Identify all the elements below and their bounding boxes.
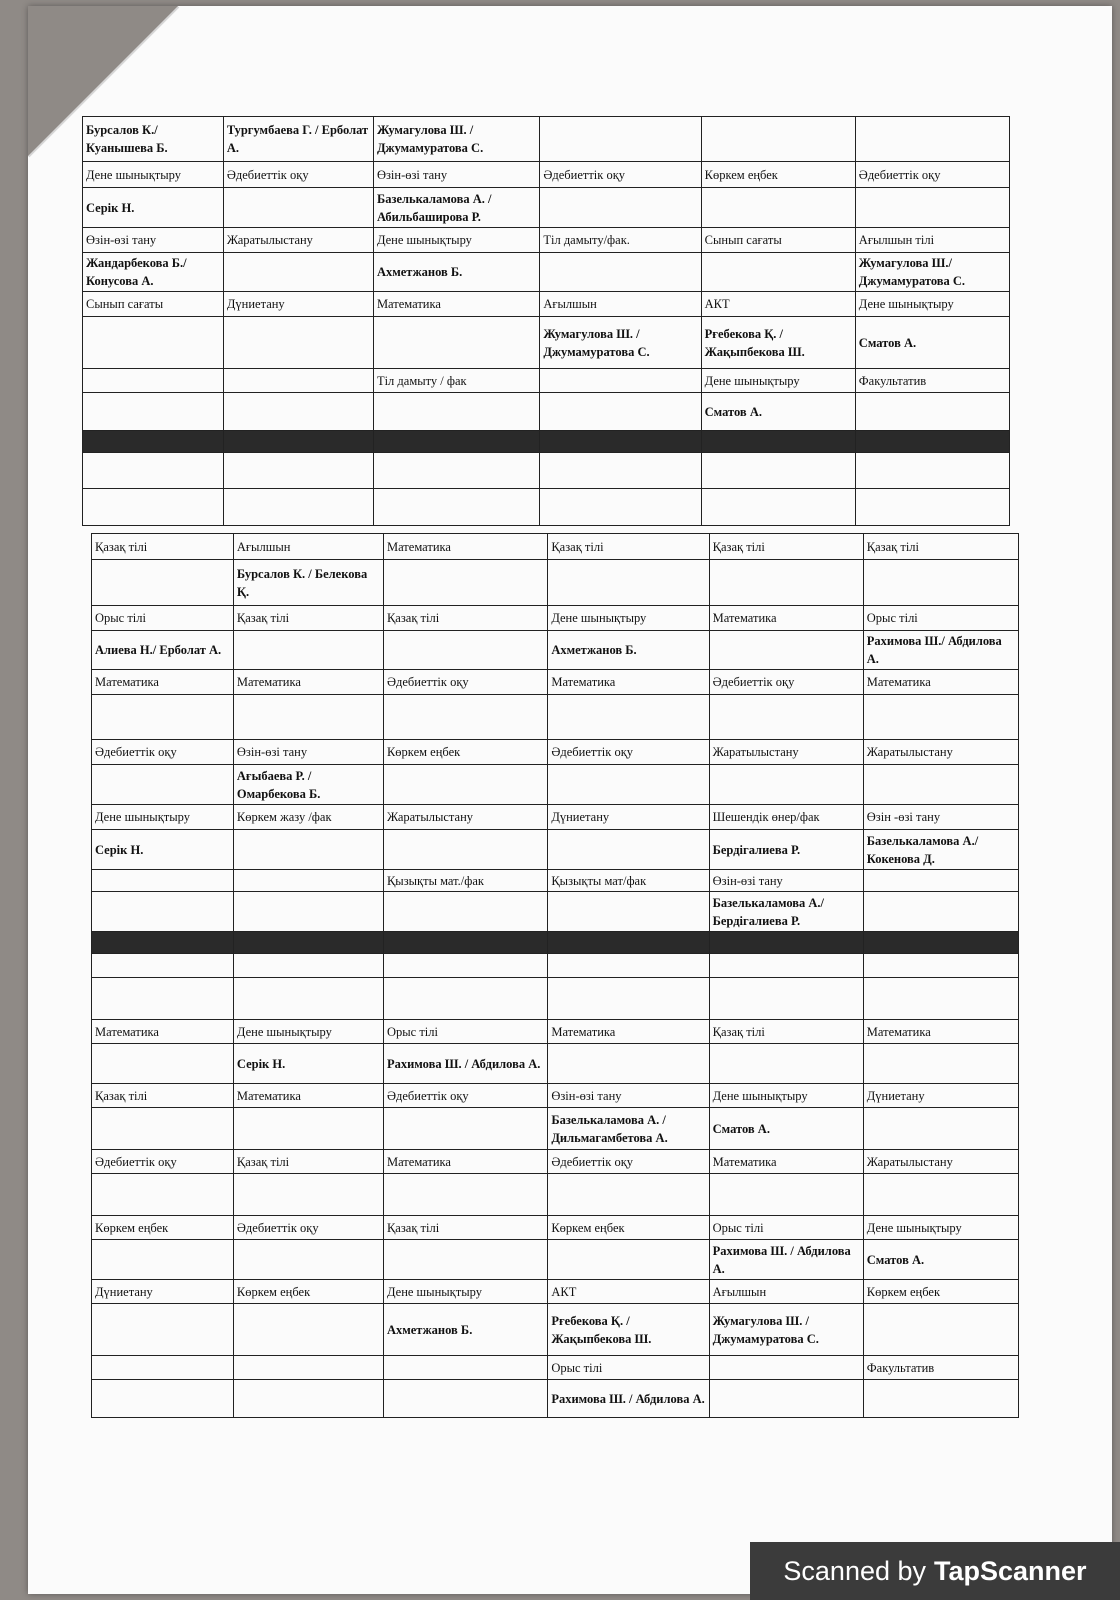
table-cell: Дене шынықтыру: [701, 369, 855, 393]
table-cell: Әдебиеттік оқу: [383, 670, 547, 695]
table-row: [83, 489, 1010, 526]
table-cell: Жандарбекова Б./ Конусова А.: [83, 253, 224, 292]
table-cell: [709, 954, 863, 978]
table-cell: [863, 1044, 1018, 1084]
table-cell: Әдебиеттік оқу: [548, 1150, 709, 1174]
table-row: [92, 1084, 1019, 1108]
table-cell: Математика: [233, 670, 383, 695]
table-cell: [373, 453, 539, 489]
table-cell: Әдебиеттік оқу: [92, 740, 234, 765]
table-cell: [709, 765, 863, 805]
table-cell: Алиева Н./ Ерболат А.: [92, 631, 234, 670]
table-cell: [383, 695, 547, 740]
table-cell: Рғебекова Қ. / Жақыпбекова Ш.: [548, 1304, 709, 1356]
table-cell: Жаратылыстану: [863, 740, 1018, 765]
table-row: [83, 162, 1010, 188]
table-cell: [701, 117, 855, 162]
table-row: [92, 1356, 1019, 1380]
table-cell: Сматов А.: [855, 317, 1009, 369]
scanner-watermark: [750, 1542, 1120, 1600]
table-cell: [92, 1356, 234, 1380]
table-cell: Ағылшын: [233, 534, 383, 560]
table-cell: Орыс тілі: [548, 1356, 709, 1380]
table-cell: [701, 253, 855, 292]
table-cell: [701, 453, 855, 489]
table-cell: Ағыбаева Р. / Омарбекова Б.: [233, 765, 383, 805]
table-row: [92, 606, 1019, 631]
table-cell: [383, 560, 547, 606]
table-cell: Рахимова Ш./ Абдилова А.: [863, 631, 1018, 670]
table-cell: Дене шынықтыру: [92, 805, 234, 830]
table-cell: Қазақ тілі: [709, 534, 863, 560]
table-cell: [548, 1044, 709, 1084]
table-cell: [383, 631, 547, 670]
table-cell: [83, 489, 224, 526]
table-row: [92, 1174, 1019, 1216]
table-cell: Қызықты мат/фак: [548, 870, 709, 892]
table-row: [92, 805, 1019, 830]
table-cell: [540, 453, 701, 489]
table-cell: [383, 1240, 547, 1280]
table-cell: Көркем еңбек: [92, 1216, 234, 1240]
table-cell: [863, 1108, 1018, 1150]
table-cell: Математика: [383, 534, 547, 560]
table-cell: Дене шынықтыру: [709, 1084, 863, 1108]
table-cell: [383, 765, 547, 805]
table-cell: Тургумбаева Г. / Ерболат А.: [223, 117, 373, 162]
table-cell: [540, 188, 701, 228]
table-cell: [863, 870, 1018, 892]
table-cell: [383, 1174, 547, 1216]
table-cell: [83, 369, 224, 393]
table-cell: Дене шынықтыру: [83, 162, 224, 188]
table-cell: [233, 932, 383, 954]
table-cell: Дене шынықтыру: [373, 228, 539, 253]
table-cell: Әдебиеттік оқу: [855, 162, 1009, 188]
table-cell: Қазақ тілі: [383, 1216, 547, 1240]
schedule-table-top: [82, 116, 1010, 526]
table-cell: Қазақ тілі: [863, 534, 1018, 560]
table-cell: [548, 830, 709, 870]
table-cell: [83, 431, 224, 453]
table-cell: Ахметжанов Б.: [383, 1304, 547, 1356]
table-cell: Ағылшын: [709, 1280, 863, 1304]
table-cell: [233, 870, 383, 892]
table-row: [83, 117, 1010, 162]
table-cell: Дүниетану: [92, 1280, 234, 1304]
table-row: [92, 1108, 1019, 1150]
table-cell: [383, 892, 547, 932]
table-cell: [701, 188, 855, 228]
table-cell: [233, 978, 383, 1020]
table-cell: Бурсалов К. / Белекова Қ.: [233, 560, 383, 606]
table-cell: [92, 1174, 234, 1216]
table-row: [83, 292, 1010, 317]
table-row: [92, 670, 1019, 695]
table-cell: [701, 489, 855, 526]
table-cell: [233, 695, 383, 740]
table-cell: Серік Н.: [83, 188, 224, 228]
table-cell: [855, 431, 1009, 453]
table-cell: [373, 317, 539, 369]
table-cell: [863, 1304, 1018, 1356]
table-cell: Дене шынықтыру: [863, 1216, 1018, 1240]
schedule-table-top-body: [83, 117, 1010, 526]
table-cell: Жаратылыстану: [863, 1150, 1018, 1174]
table-row: [92, 978, 1019, 1020]
table-row: [92, 560, 1019, 606]
table-cell: Қазақ тілі: [92, 1084, 234, 1108]
watermark-prefix: Scanned by: [783, 1555, 927, 1586]
table-cell: [855, 453, 1009, 489]
table-cell: Дене шынықтыру: [855, 292, 1009, 317]
table-cell: Орыс тілі: [92, 606, 234, 631]
table-cell: Жумагулова Ш. / Джумамуратова С.: [540, 317, 701, 369]
table-cell: Әдебиеттік оқу: [540, 162, 701, 188]
table-cell: Математика: [863, 1020, 1018, 1044]
table-row: [83, 228, 1010, 253]
table-cell: [383, 932, 547, 954]
table-cell: [223, 489, 373, 526]
table-cell: Дене шынықтыру: [383, 1280, 547, 1304]
table-cell: Орыс тілі: [383, 1020, 547, 1044]
table-cell: [383, 1380, 547, 1418]
watermark-brand: TapScanner: [934, 1555, 1087, 1586]
table-cell: [863, 1174, 1018, 1216]
table-cell: [92, 954, 234, 978]
table-row: [92, 1044, 1019, 1084]
table-cell: Жаратылыстану: [709, 740, 863, 765]
table-cell: Көркем еңбек: [233, 1280, 383, 1304]
table-cell: [92, 978, 234, 1020]
table-cell: Серік Н.: [233, 1044, 383, 1084]
table-cell: [540, 117, 701, 162]
table-cell: [548, 978, 709, 1020]
table-cell: [548, 892, 709, 932]
table-cell: Ағылшын: [540, 292, 701, 317]
table-cell: [383, 978, 547, 1020]
table-cell: Орыс тілі: [709, 1216, 863, 1240]
table-cell: [223, 431, 373, 453]
table-cell: Өзін -өзі тану: [863, 805, 1018, 830]
table-cell: [223, 393, 373, 431]
table-cell: Сматов А.: [709, 1108, 863, 1150]
table-cell: [548, 1240, 709, 1280]
table-cell: Өзін-өзі тану: [233, 740, 383, 765]
table-cell: [92, 1108, 234, 1150]
table-cell: [540, 489, 701, 526]
table-cell: Математика: [383, 1150, 547, 1174]
table-cell: Көркем жазу /фак: [233, 805, 383, 830]
table-cell: [92, 1044, 234, 1084]
table-cell: [92, 1304, 234, 1356]
table-cell: [223, 317, 373, 369]
table-cell: Математика: [863, 670, 1018, 695]
table-row: [92, 892, 1019, 932]
table-cell: [92, 1240, 234, 1280]
table-cell: Математика: [548, 1020, 709, 1044]
table-cell: Базелькаламова А. / Дильмагамбетова А.: [548, 1108, 709, 1150]
table-cell: Дүниетану: [223, 292, 373, 317]
table-row: [92, 1380, 1019, 1418]
table-cell: Әдебиеттік оқу: [233, 1216, 383, 1240]
table-cell: Рғебекова Қ. / Жақыпбекова Ш.: [701, 317, 855, 369]
table-row: [83, 453, 1010, 489]
table-cell: Дене шынықтыру: [233, 1020, 383, 1044]
table-cell: [383, 830, 547, 870]
table-row: [83, 253, 1010, 292]
table-cell: [855, 117, 1009, 162]
table-cell: Серік Н.: [92, 830, 234, 870]
table-cell: Математика: [233, 1084, 383, 1108]
table-row: [83, 369, 1010, 393]
table-cell: [863, 695, 1018, 740]
table-cell: [233, 892, 383, 932]
table-cell: [92, 765, 234, 805]
table-cell: [863, 932, 1018, 954]
table-cell: [383, 1356, 547, 1380]
table-cell: Сматов А.: [701, 393, 855, 431]
table-cell: [863, 954, 1018, 978]
table-cell: Жаратылыстану: [223, 228, 373, 253]
table-cell: Өзін-өзі тану: [373, 162, 539, 188]
table-cell: [233, 954, 383, 978]
table-cell: [233, 631, 383, 670]
table-cell: АКТ: [548, 1280, 709, 1304]
table-cell: Көркем еңбек: [863, 1280, 1018, 1304]
table-cell: Жумагулова Ш. / Джумамуратова С.: [373, 117, 539, 162]
table-cell: [92, 1380, 234, 1418]
table-row: [92, 1240, 1019, 1280]
table-cell: Базелькаламова А./ Бердігалиева Р.: [709, 892, 863, 932]
table-cell: [548, 765, 709, 805]
table-cell: [709, 695, 863, 740]
table-cell: [709, 631, 863, 670]
table-row: [92, 765, 1019, 805]
table-row: [92, 870, 1019, 892]
table-row: [92, 534, 1019, 560]
table-row: [92, 932, 1019, 954]
table-cell: Өзін-өзі тану: [548, 1084, 709, 1108]
table-cell: [540, 431, 701, 453]
table-cell: Сынып сағаты: [83, 292, 224, 317]
schedule-table-bottom-body: [92, 534, 1019, 1418]
table-cell: Қазақ тілі: [92, 534, 234, 560]
table-cell: Дүниетану: [863, 1084, 1018, 1108]
table-cell: Өзін-өзі тану: [709, 870, 863, 892]
table-cell: [709, 932, 863, 954]
table-row: [83, 188, 1010, 228]
table-row: [83, 431, 1010, 453]
table-cell: Сынып сағаты: [701, 228, 855, 253]
table-cell: [223, 188, 373, 228]
table-cell: Математика: [92, 670, 234, 695]
table-cell: [540, 393, 701, 431]
table-cell: [863, 1380, 1018, 1418]
table-cell: [709, 1380, 863, 1418]
table-cell: [223, 253, 373, 292]
table-cell: Көркем еңбек: [701, 162, 855, 188]
table-cell: Әдебиеттік оқу: [548, 740, 709, 765]
table-row: [92, 1280, 1019, 1304]
table-cell: [92, 695, 234, 740]
table-cell: Қазақ тілі: [233, 1150, 383, 1174]
table-cell: Рахимова Ш. / Абдилова А.: [383, 1044, 547, 1084]
table-cell: [548, 954, 709, 978]
table-cell: АКТ: [701, 292, 855, 317]
table-cell: [709, 1174, 863, 1216]
table-cell: [709, 978, 863, 1020]
table-cell: [92, 892, 234, 932]
table-row: [92, 830, 1019, 870]
table-cell: [863, 765, 1018, 805]
table-cell: Ахметжанов Б.: [548, 631, 709, 670]
table-cell: Рахимова Ш. / Абдилова А.: [709, 1240, 863, 1280]
table-cell: [548, 1174, 709, 1216]
table-cell: [373, 431, 539, 453]
table-cell: Дүниетану: [548, 805, 709, 830]
table-cell: [83, 453, 224, 489]
table-cell: Математика: [548, 670, 709, 695]
table-cell: [855, 393, 1009, 431]
table-cell: [548, 932, 709, 954]
table-cell: Қызықты мат./фак: [383, 870, 547, 892]
table-cell: [233, 1174, 383, 1216]
table-cell: Базелькаламова А. / Абильбаширова Р.: [373, 188, 539, 228]
table-row: [83, 317, 1010, 369]
table-cell: Қазақ тілі: [709, 1020, 863, 1044]
table-row: [92, 740, 1019, 765]
table-cell: Әдебиеттік оқу: [223, 162, 373, 188]
table-cell: Бурсалов К./ Куанышева Б.: [83, 117, 224, 162]
table-cell: Көркем еңбек: [383, 740, 547, 765]
table-cell: [548, 695, 709, 740]
table-cell: Сматов А.: [863, 1240, 1018, 1280]
table-cell: [709, 560, 863, 606]
table-row: [92, 695, 1019, 740]
table-cell: [233, 830, 383, 870]
table-cell: Факультатив: [855, 369, 1009, 393]
table-row: [92, 1150, 1019, 1174]
table-cell: Математика: [709, 1150, 863, 1174]
table-cell: [233, 1240, 383, 1280]
table-cell: [540, 253, 701, 292]
table-cell: [855, 188, 1009, 228]
table-cell: Бердігалиева Р.: [709, 830, 863, 870]
table-cell: [548, 560, 709, 606]
table-cell: Факультатив: [863, 1356, 1018, 1380]
table-cell: [863, 560, 1018, 606]
table-cell: Математика: [373, 292, 539, 317]
table-cell: Ағылшын тілі: [855, 228, 1009, 253]
table-cell: [709, 1356, 863, 1380]
table-cell: Математика: [92, 1020, 234, 1044]
table-cell: Математика: [709, 606, 863, 631]
table-cell: [233, 1380, 383, 1418]
table-cell: [92, 870, 234, 892]
table-row: [92, 1304, 1019, 1356]
table-cell: [373, 489, 539, 526]
table-cell: Дене шынықтыру: [548, 606, 709, 631]
table-cell: [863, 978, 1018, 1020]
table-cell: Ахметжанов Б.: [373, 253, 539, 292]
table-row: [83, 393, 1010, 431]
table-cell: [855, 489, 1009, 526]
table-cell: [92, 932, 234, 954]
table-cell: Әдебиеттік оқу: [383, 1084, 547, 1108]
table-cell: Жаратылыстану: [383, 805, 547, 830]
table-cell: [233, 1304, 383, 1356]
table-cell: Жумагулова Ш. / Джумамуратова С.: [709, 1304, 863, 1356]
table-cell: Жумагулова Ш./ Джумамуратова С.: [855, 253, 1009, 292]
table-cell: Шешендік өнер/фак: [709, 805, 863, 830]
table-cell: [701, 431, 855, 453]
table-row: [92, 954, 1019, 978]
table-cell: [233, 1356, 383, 1380]
table-cell: [83, 393, 224, 431]
table-row: [92, 1020, 1019, 1044]
table-cell: [709, 1044, 863, 1084]
table-cell: Қазақ тілі: [233, 606, 383, 631]
table-cell: [863, 892, 1018, 932]
table-cell: Тіл дамыту / фак: [373, 369, 539, 393]
table-cell: [373, 393, 539, 431]
table-cell: Әдебиеттік оқу: [709, 670, 863, 695]
table-cell: [223, 453, 373, 489]
table-cell: [383, 954, 547, 978]
table-cell: Көркем еңбек: [548, 1216, 709, 1240]
table-row: [92, 1216, 1019, 1240]
table-row: [92, 631, 1019, 670]
table-cell: Тіл дамыту/фак.: [540, 228, 701, 253]
table-cell: [233, 1108, 383, 1150]
table-cell: Орыс тілі: [863, 606, 1018, 631]
table-cell: Өзін-өзі тану: [83, 228, 224, 253]
table-cell: [540, 369, 701, 393]
table-cell: Қазақ тілі: [548, 534, 709, 560]
table-cell: [83, 317, 224, 369]
table-cell: Базелькаламова А./ Кокенова Д.: [863, 830, 1018, 870]
table-cell: [92, 560, 234, 606]
schedule-table-bottom: [91, 533, 1019, 1418]
table-cell: [383, 1108, 547, 1150]
table-cell: Әдебиеттік оқу: [92, 1150, 234, 1174]
table-cell: [223, 369, 373, 393]
table-cell: Рахимова Ш. / Абдилова А.: [548, 1380, 709, 1418]
table-cell: Қазақ тілі: [383, 606, 547, 631]
